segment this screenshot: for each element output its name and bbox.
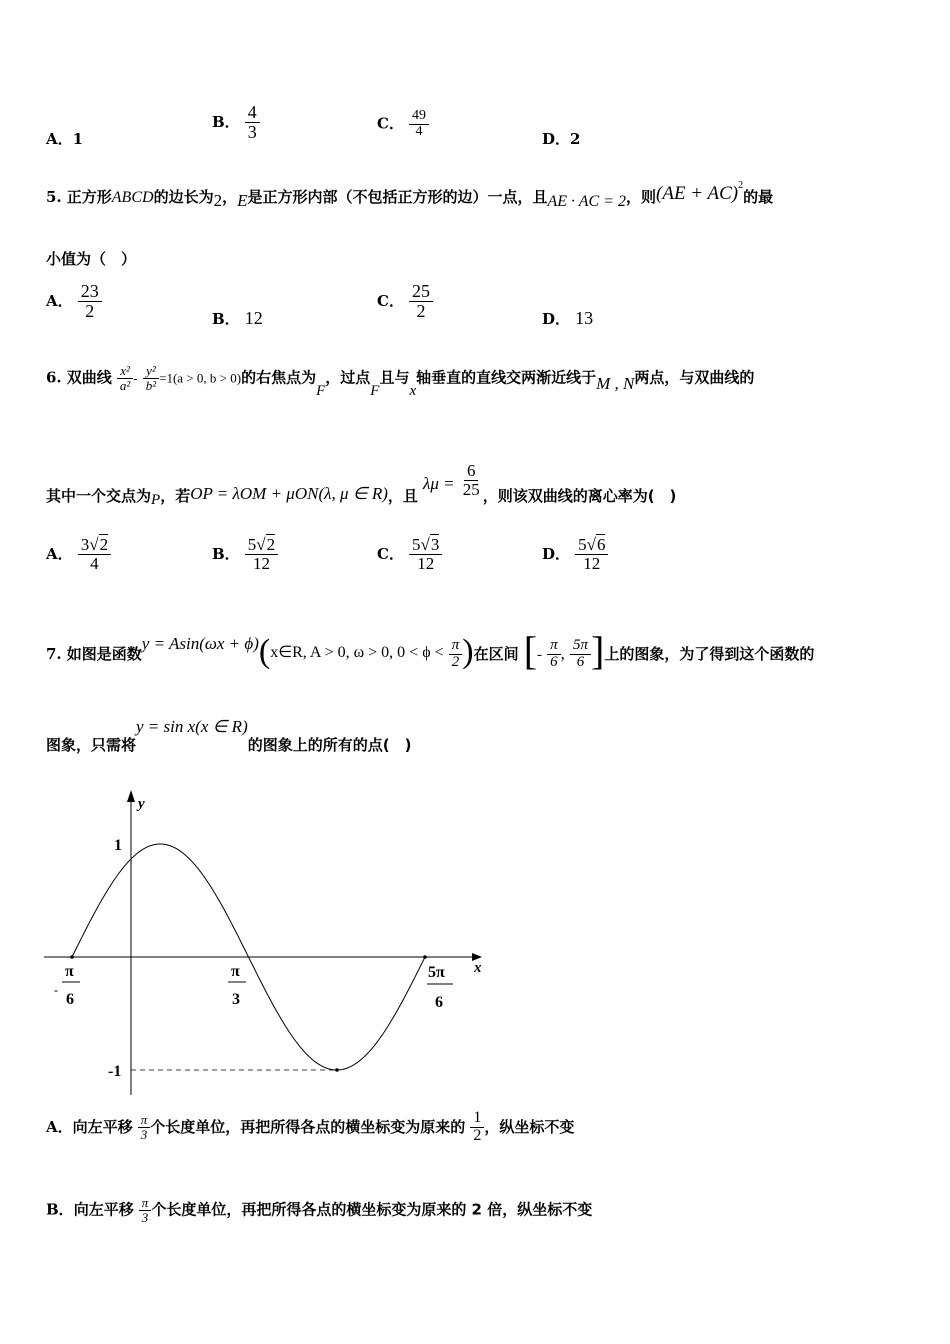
q5-math-abcd: ABCD — [111, 189, 154, 206]
q7-text-3: 上的图象，为了得到这个函数的 — [604, 645, 815, 663]
q6-option-d-label: D． — [542, 544, 571, 563]
q5-option-c-fraction — [409, 282, 433, 321]
q7-option-b-text-1: 向左平移 — [73, 1200, 134, 1219]
q7-fraction-pi-2 — [449, 638, 463, 671]
q5-option-a-label: A． — [46, 291, 73, 310]
q5-option-b — [212, 308, 263, 329]
q4-option-c-fraction — [409, 109, 429, 139]
q7-left-paren: ( — [258, 633, 271, 670]
q7-option-a-fraction-pi-3 — [138, 1113, 151, 1141]
q6-option-b — [212, 536, 278, 573]
q4-option-c-label: C． — [377, 114, 404, 133]
q5-option-c — [377, 282, 433, 321]
q6-line2-text-4: ，则该双曲线的离心率为( ) — [482, 486, 677, 505]
q7-option-a-num2: 1 — [470, 1110, 484, 1128]
q5-option-d-value: 13 — [575, 308, 594, 328]
y-tick-neg-one: -1 — [108, 1063, 122, 1080]
x-tick-2-den: 3 — [232, 991, 240, 1008]
q7-option-b-fraction-pi-3 — [139, 1196, 152, 1224]
q7-option-a-fraction-1-2 — [470, 1110, 484, 1145]
x-tick-1-num: π — [65, 963, 74, 980]
q7-math-function: y = Asin(ωx + ϕ) — [141, 634, 259, 653]
q6-option-a-label: A． — [46, 544, 73, 563]
q5-text-2: 的边长为 — [153, 188, 214, 206]
q4-option-b-denominator: 3 — [247, 121, 257, 142]
q6-option-a — [46, 536, 111, 573]
q6-x-squared: x² — [117, 364, 133, 379]
y-tick-one: 1 — [114, 837, 122, 854]
q7-interval-den1: 6 — [550, 654, 558, 670]
x-tick-3-den: 6 — [435, 994, 443, 1011]
q6-text-5: 轴垂直的直线交两渐近线于 — [416, 368, 597, 387]
q6-option-c-denominator: 12 — [417, 553, 435, 573]
q6-option-d — [542, 536, 608, 573]
q6-stem-line2 — [46, 454, 677, 508]
q7-text-1: 如图是函数 — [66, 645, 142, 663]
q6-fraction-x2-a2 — [117, 364, 133, 392]
q4-option-d-label: D． — [542, 130, 571, 148]
q4-option-b-fraction — [245, 103, 260, 142]
q6-option-c-label: C． — [377, 544, 404, 563]
q6-option-a-coef: 3 — [80, 535, 90, 554]
q7-interval-num1: π — [547, 638, 561, 655]
q7-interval-den2: 6 — [576, 654, 585, 670]
q7-right-bracket: ] — [590, 628, 605, 673]
q7-option-a-den: 3 — [140, 1126, 148, 1142]
x-tick-1-den: 6 — [66, 991, 74, 1008]
q4-option-d — [542, 128, 580, 149]
q6-option-c-coef: 5 — [412, 535, 421, 554]
q5-number: 5. — [46, 188, 62, 206]
q6-line2-text-3: ，且 — [387, 486, 418, 505]
q5-text-6: 的最 — [743, 188, 774, 206]
q6-math-lambda-mu: λμ = — [422, 473, 455, 493]
q5-option-d-label: D． — [542, 310, 571, 328]
q5-stem-line1 — [46, 179, 774, 210]
q6-option-d-denominator: 12 — [583, 553, 601, 573]
q5-math-e: E — [237, 191, 248, 210]
q4-option-d-value: 2 — [570, 130, 581, 148]
q7-option-a-den2: 2 — [473, 1126, 482, 1144]
q7-option-a-text-2: 个长度单位，再把所得各点的横坐标变为原来的 — [150, 1117, 466, 1136]
q6-option-d-fraction: $\frac{5√6}{12}$ — [575, 536, 608, 573]
q5-text-1: 正方形 — [66, 188, 112, 206]
q7-option-b-num: π — [139, 1196, 152, 1211]
q4-option-a-label: A． — [46, 130, 73, 148]
q5-text-3: ， — [222, 188, 238, 206]
q5-option-c-numerator: 25 — [409, 282, 433, 302]
x-tick-3-num: 5π — [428, 964, 445, 981]
point-neg-pi-6 — [70, 955, 74, 959]
q5-option-b-label: B． — [212, 310, 240, 328]
q7-interval-num2: 5π — [570, 638, 591, 655]
q7-option-b-text-2: 个长度单位，再把所得各点的横坐标变为原来的 2 倍，纵坐标不变 — [151, 1200, 593, 1219]
q6-option-a-radicand: 2 — [99, 535, 109, 554]
q6-fraction-y2-b2 — [143, 364, 159, 392]
q4-option-c-denominator: 4 — [415, 123, 423, 139]
q6-options — [0, 536, 950, 596]
q7-option-a-text-1: 向左平移 — [72, 1117, 133, 1136]
q6-text-3: ，过点 — [325, 368, 371, 387]
q4-option-b-numerator: 4 — [245, 103, 260, 123]
q4-option-c-numerator: 49 — [409, 109, 429, 125]
q7-line2-text-2: 的图象上的所有的点( ) — [247, 736, 412, 754]
q4-options — [0, 95, 950, 155]
q5-option-a — [46, 282, 102, 321]
q4-option-a-value: 1 — [72, 130, 84, 148]
q6-math-f: F — [316, 382, 326, 399]
q7-option-b — [46, 1196, 592, 1224]
q6-number: 6. — [46, 368, 62, 387]
q5-math-square: 2 — [738, 179, 744, 191]
q7-interval-comma: , — [560, 644, 565, 663]
q7-option-a-label: A． — [46, 1117, 73, 1136]
q6-math-op: OP = λOM + μON(λ, μ ∈ R) — [190, 483, 388, 503]
q6-lm-numerator: 6 — [464, 462, 479, 481]
q6-line2-text-1: 其中一个交点为 — [46, 486, 152, 505]
point-minimum — [335, 1068, 339, 1072]
q4-option-b — [212, 103, 260, 142]
q5-text-4: 是正方形内部（不包括正方形的边）一点，且 — [247, 188, 548, 206]
q6-option-c-fraction: $\frac{5√3}{12}$ — [409, 536, 442, 573]
q5-math-condition: AE · AC = 2 — [547, 193, 626, 210]
q6-text-2: 的右焦点为 — [241, 368, 317, 387]
q6-option-c-radicand: 3 — [430, 535, 440, 554]
q6-text-1: 双曲线 — [66, 368, 112, 387]
q7-math-sin: y = sin x(x ∈ R) — [136, 717, 248, 736]
q5-option-c-denominator: 2 — [416, 300, 426, 321]
q6-option-b-radicand: 2 — [266, 535, 276, 554]
q6-option-a-fraction: $\frac{3√2}{4}$ — [78, 536, 111, 573]
sine-graph — [0, 780, 520, 1100]
q6-option-b-fraction: $\frac{5√2}{12}$ — [245, 536, 278, 573]
q6-b-squared: b² — [145, 377, 157, 393]
y-axis-label: y — [138, 796, 145, 812]
q6-text-6: 两点，与双曲线的 — [634, 368, 755, 387]
y-axis-arrow-icon — [127, 790, 135, 802]
q7-fraction-pi-6 — [547, 638, 561, 671]
q6-option-c — [377, 536, 442, 573]
q6-equation-rest: =1(a > 0, b > 0) — [159, 370, 242, 386]
q4-option-a — [46, 128, 83, 149]
q4-option-c — [377, 109, 429, 139]
q7-left-bracket: [ — [523, 628, 538, 673]
q6-line2-text-2: ，若 — [160, 486, 191, 505]
point-5pi-6 — [423, 955, 427, 959]
q6-option-b-denominator: 12 — [252, 553, 270, 573]
q7-cond-numerator: π — [449, 638, 463, 655]
q5-option-a-denominator: 2 — [85, 300, 95, 321]
q5-math-expression: (AE + AC) — [656, 183, 739, 204]
q6-y-squared: y² — [143, 364, 159, 379]
q7-option-a-num: π — [138, 1113, 151, 1128]
x-tick-1-minus: - — [54, 983, 58, 997]
q7-line2-text-1: 图象，只需将 — [46, 736, 137, 754]
q5-option-d — [542, 308, 593, 329]
q6-option-b-label: B． — [212, 544, 240, 563]
q7-option-b-den: 3 — [141, 1209, 149, 1225]
q5-text-5: ，则 — [626, 188, 657, 206]
q5-math-2: 2 — [213, 191, 223, 210]
q6-fraction-6-25 — [460, 462, 483, 499]
q7-number: 7. — [46, 645, 62, 663]
q5-stem-line2: 小值为（ ） — [46, 250, 137, 268]
q5-option-a-numerator: 23 — [78, 282, 102, 302]
x-axis-label: x — [474, 960, 482, 976]
q7-stem-line2 — [46, 716, 412, 754]
q7-stem-line1 — [46, 622, 814, 671]
q7-option-a-text-3: ，纵坐标不变 — [484, 1117, 575, 1136]
q6-option-b-coef: 5 — [247, 535, 257, 554]
q7-fraction-5pi-6 — [570, 638, 591, 671]
q6-text-4: 且与 — [379, 368, 410, 387]
q6-math-p: P — [151, 491, 161, 508]
q5-option-b-value: 12 — [244, 308, 263, 328]
q6-lm-denominator: 25 — [462, 479, 480, 499]
q7-cond-denominator: 2 — [451, 654, 460, 670]
q7-option-b-label: B． — [46, 1200, 74, 1219]
q6-option-a-denominator: 4 — [90, 553, 99, 573]
q4-option-b-label: B． — [212, 112, 240, 131]
q5-option-c-label: C． — [377, 291, 404, 310]
q6-a-squared: a² — [119, 377, 131, 393]
q6-option-d-radicand: 6 — [596, 535, 606, 554]
q6-math-f2: F — [370, 382, 380, 399]
q7-right-paren: ) — [462, 633, 474, 670]
q7-text-2: 在区间 — [473, 645, 519, 663]
x-tick-2-num: π — [231, 963, 240, 980]
q5-option-a-fraction — [78, 282, 102, 321]
q6-option-d-coef: 5 — [578, 535, 587, 554]
q7-math-condition: x∈R, A > 0, ω > 0, 0 < ϕ < — [270, 644, 444, 661]
q5-options — [0, 280, 950, 340]
q6-math-mn: M , N — [596, 373, 635, 393]
q7-interval-minus: - — [537, 647, 543, 663]
q6-math-x: x — [409, 382, 417, 399]
q7-option-a — [46, 1110, 574, 1145]
q6-minus: - — [133, 370, 138, 386]
q6-stem-line1 — [46, 363, 755, 399]
